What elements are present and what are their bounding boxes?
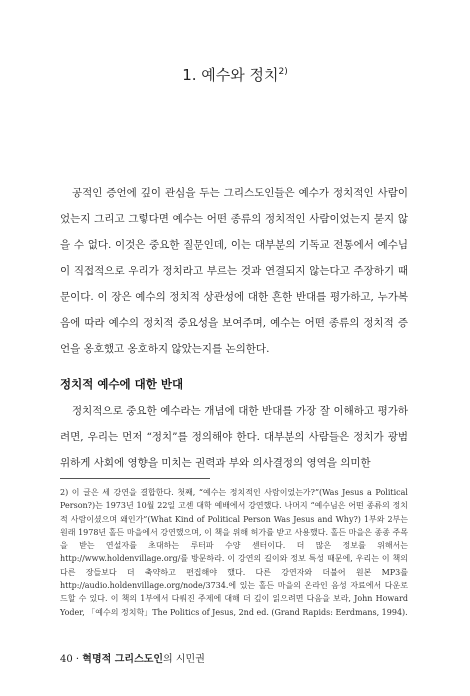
page-number: 40 bbox=[60, 654, 73, 665]
intro-paragraph-block bbox=[60, 180, 408, 362]
footnote-divider bbox=[60, 478, 210, 479]
chapter-title bbox=[0, 64, 470, 85]
footnote: 2) 이 글은 세 강연을 결합한다. 첫째, “예수는 정치적인 사람이었는가?”(Was Jesus a Political Person?)는 1973년 10월 22일 고센 대학 예배에서 강연했다. 나머지 “예수님은 어떤 종류의 정치적 사람이셨으며 왜인가”(What Kind of Political Person Was Jesus and Why?) 1부와 2부는 원래 1978년 홀든 마을에서 강연했으며, 이 책을 위해 허가를 받고 사용했다. 홀든 마을은 종종 주목을 받는 연설자를 초대하는 루터파 수양 센터이다. 더 많은 정보를 위해서는 http://www.holdenvillage.org/를 방문하라. 이 강연의 길이와 정보 특성 때문에, 우리는 이 책의 다른 장들보다 더 축약하고 편집해야 했다. 다른 강연자와 더불어 원본 MP3를 http://audio.holdenvillage.org/node/3734.에 있는 홀든 마을의 온라인 음성 자료에서 다운로드할 수 있다. 이 책의 1부에서 다뤄진 주제에 대해 더 깊이 읽으려면 다음을 보라, John Howard Yoder, 「예수의 정치학」The Politics of Jesus, 2nd ed. (Grand Rapids: Eerdmans, 1994). bbox=[60, 488, 408, 617]
page-footer bbox=[60, 650, 205, 665]
intro-paragraph: 공적인 증언에 깊이 관심을 두는 그리스도인들은 예수가 정치적인 사람이었는지 그리고 그렇다면 예수는 어떤 종류의 정치적인 사람이었는지 묻지 않을 수 없다. 이것은 중요한 질문인데, 이는 대부분의 기독교 전통에서 예수님이 직접적으로 우리가 정치라고 부르는 것과 연결되지 않는다고 주장하기 때문이다. 이 장은 예수의 정치적 상관성에 대한 흔한 반대를 평가하고, 누가복음에 따라 예수의 정치적 중요성을 보여주며, 예수는 어떤 종류의 정치적 증언을 옹호했고 옹호하지 않았는지를 논의한다. bbox=[60, 187, 408, 355]
footer-separator: · bbox=[72, 654, 83, 665]
chapter-title-text: 1. 예수와 정치 bbox=[182, 66, 279, 84]
section-paragraph: 정치적으로 중요한 예수라는 개념에 대한 반대를 가장 잘 이해하고 평가하려면, 우리는 먼저 “정치”를 정의해야 한다. 대부분의 사람들은 정치가 광범위하게 사회에 영향을 미치는 권력과 부와 의사결정의 영역을 의미한 bbox=[60, 405, 408, 469]
section-heading: 정치적 예수에 대한 반대 bbox=[60, 377, 184, 391]
book-title-rest: 의 시민권 bbox=[163, 654, 205, 665]
footnote-reference[interactable]: 2) bbox=[278, 67, 288, 77]
book-title-bold: 혁명적 그리스도인 bbox=[82, 654, 164, 665]
section-paragraph-block bbox=[60, 398, 408, 476]
